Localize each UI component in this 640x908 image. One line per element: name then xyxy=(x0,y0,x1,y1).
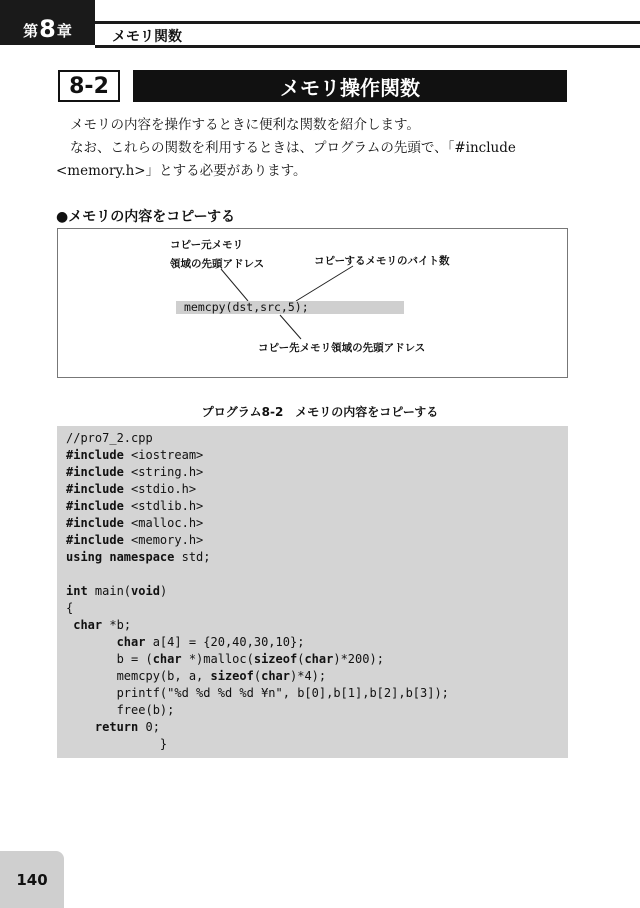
code-token: memcpy(b, a, xyxy=(116,669,211,683)
code-keyword: using namespace xyxy=(66,550,175,564)
code-line xyxy=(66,651,384,668)
chapter-prefix: 第 xyxy=(23,22,39,40)
code-token: b = ( xyxy=(116,652,153,666)
code-keyword: char xyxy=(73,618,103,632)
code-keyword: char xyxy=(304,652,334,666)
code-keyword: char xyxy=(116,635,146,649)
code-keyword: #include xyxy=(66,516,124,530)
chapter-number: 8 xyxy=(39,15,56,43)
code-line xyxy=(66,498,203,515)
code-keyword: #include xyxy=(66,533,124,547)
header-rule-top xyxy=(95,21,640,24)
code-token: //pro7_2.cpp xyxy=(66,431,153,445)
code-keyword: #include xyxy=(66,465,124,479)
label-dst: コピー先メモリ領域の先頭アドレス xyxy=(258,342,426,354)
code-keyword: return xyxy=(94,720,139,734)
code-token: 0; xyxy=(138,720,160,734)
code-token: ( xyxy=(253,669,262,683)
code-indent xyxy=(66,686,117,700)
code-line xyxy=(66,668,326,685)
code-indent xyxy=(66,669,117,683)
code-keyword: #include xyxy=(66,499,124,513)
code-keyword: int xyxy=(66,584,88,598)
label-src-line1: コピー元メモリ xyxy=(170,239,244,251)
section-title: メモリ操作関数 xyxy=(133,70,567,102)
code-token: <stdio.h> xyxy=(123,482,197,496)
code-token: <iostream> xyxy=(123,448,204,462)
code-token: )*200); xyxy=(333,652,384,666)
program-caption: プログラム8-2 メモリの内容をコピーする xyxy=(201,405,439,419)
code-indent xyxy=(66,737,160,751)
section-number: 8-2 xyxy=(58,70,120,102)
code-token: <string.h> xyxy=(123,465,204,479)
code-line xyxy=(66,736,167,753)
page-number: 140 xyxy=(0,851,64,908)
code-token: a[4] = {20,40,30,10}; xyxy=(145,635,305,649)
code-token: *)malloc( xyxy=(181,652,254,666)
label-src-line2: 領域の先頭アドレス xyxy=(170,258,265,270)
code-line xyxy=(66,515,203,532)
paragraph-intro: メモリの内容を操作するときに便利な関数を紹介します。 xyxy=(70,117,420,133)
code-indent xyxy=(66,720,95,734)
code-line xyxy=(66,549,211,566)
code-token: ( xyxy=(297,652,305,666)
code-token: main( xyxy=(87,584,132,598)
code-keyword: #include xyxy=(66,482,124,496)
chapter-suffix: 章 xyxy=(56,22,72,40)
code-line xyxy=(66,685,449,702)
chapter-badge xyxy=(0,0,95,45)
label-bytes: コピーするメモリのバイト数 xyxy=(314,255,450,267)
code-line xyxy=(66,430,153,447)
code-token: std; xyxy=(174,550,211,564)
code-indent xyxy=(66,703,117,717)
code-keyword: char xyxy=(261,669,290,683)
code-token: printf("%d %d %d %d ¥n", b[0],b[1],b[2],b[3]); xyxy=(116,686,449,700)
code-keyword: sizeof xyxy=(210,669,254,683)
code-line xyxy=(66,532,203,549)
code-keyword: void xyxy=(131,584,160,598)
subheading: ●メモリの内容をコピーする xyxy=(56,209,235,225)
code-indent xyxy=(66,652,117,666)
chapter-title: メモリ関数 xyxy=(112,29,182,45)
code-line xyxy=(66,617,131,634)
code-line xyxy=(66,634,304,651)
code-line xyxy=(66,600,73,617)
pointer-line-dst xyxy=(280,315,301,339)
code-line xyxy=(66,719,160,736)
code-token: { xyxy=(66,601,74,615)
code-line xyxy=(66,583,167,600)
code-line xyxy=(66,702,174,719)
pointer-line-bytes xyxy=(296,266,353,301)
memcpy-diagram xyxy=(57,228,568,378)
code-listing xyxy=(57,426,568,758)
code-line xyxy=(66,481,196,498)
code-token: <memory.h> xyxy=(123,533,204,547)
code-line xyxy=(66,447,203,464)
code-token: free(b); xyxy=(116,703,175,717)
paragraph-note: なお、これらの関数を利用するときは、プログラムの先頭で、「#include <memory.h>」とする必要があります。 xyxy=(56,140,516,179)
code-token: } xyxy=(159,737,168,751)
code-indent xyxy=(66,635,117,649)
code-token: )*4); xyxy=(290,669,327,683)
code-keyword: char xyxy=(152,652,182,666)
diagram-code: memcpy(dst,src,5); xyxy=(176,301,404,314)
code-line xyxy=(66,464,203,481)
code-keyword: #include xyxy=(66,448,124,462)
code-token: ) xyxy=(159,584,168,598)
code-keyword: sizeof xyxy=(253,652,298,666)
code-token: <malloc.h> xyxy=(123,516,204,530)
code-token: *b; xyxy=(102,618,132,632)
pointer-line-src xyxy=(221,269,248,301)
code-token: <stdlib.h> xyxy=(123,499,204,513)
